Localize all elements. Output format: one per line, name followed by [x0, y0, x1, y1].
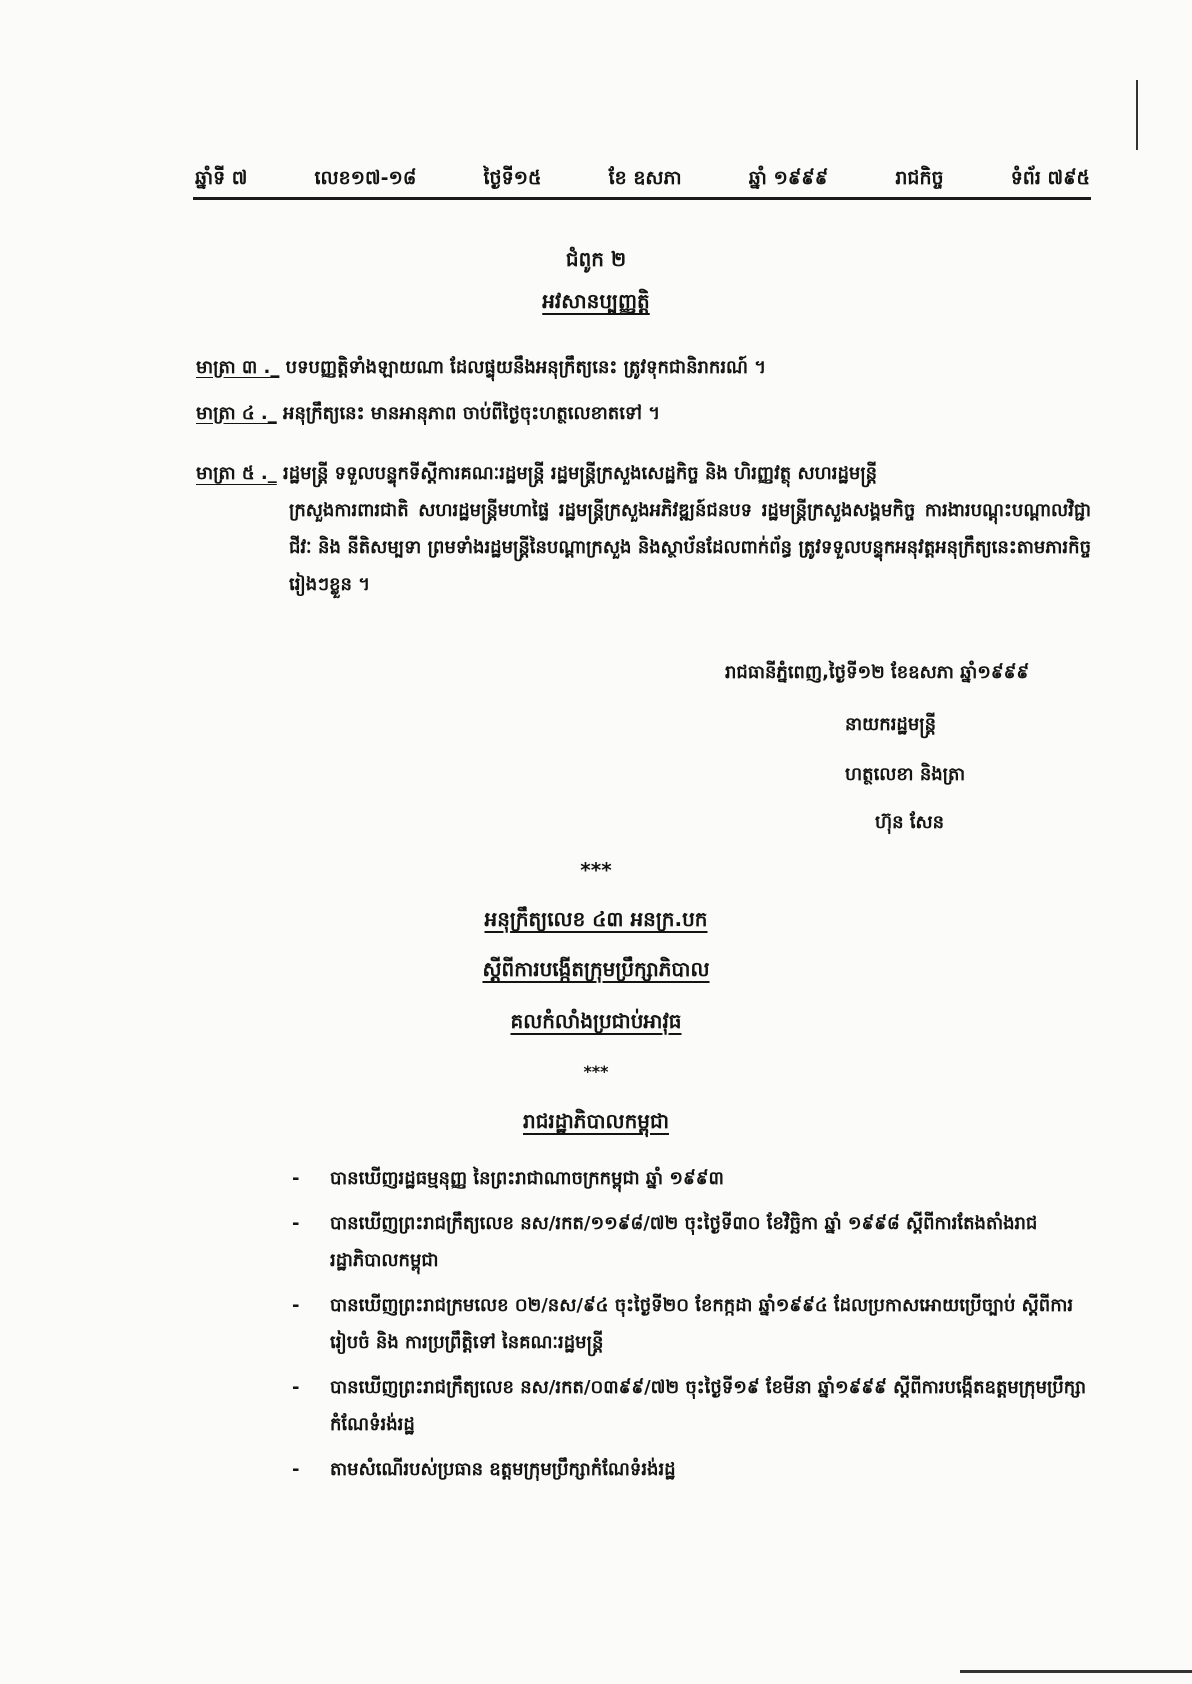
- article-5: [196, 455, 1091, 603]
- recital-item: [280, 1287, 1088, 1361]
- scan-edge-line: [1136, 80, 1138, 150]
- recital-text: បានឃើញព្រះរាជក្រមលេខ ០២/នស/៩៤ ចុះថ្ងៃទី២០ ខែកក្កដា ឆ្នាំ១៩៩៤ ដែលប្រកាសអោយប្រើច្បាប់ ស្តីពីការរៀបចំ និង ការប្រព្រឹត្តិទៅ នៃគណៈរដ្ឋមន្ត្រី: [330, 1295, 1074, 1353]
- decree-authority-text: រាជរដ្ឋាភិបាលកម្ពុជា: [523, 1109, 669, 1133]
- decree-subject: [0, 956, 1192, 986]
- recital-text: បានឃើញព្រះរាជក្រឹត្យលេខ នស/រកត/១១៩៨/៧២ ចុះថ្ងៃទី៣០ ខែវិច្ឆិកា ឆ្នាំ ១៩៩៨ ស្តីពីការតែងតាំងរាជរដ្ឋាភិបាលកម្ពុជា: [330, 1213, 1038, 1271]
- signature-place-date: រាជធានីភ្នំពេញ,ថ្ងៃទី១២ ខែឧសភា ឆ្នាំ១៩៩៩: [725, 662, 1030, 683]
- section-separator: ***: [580, 858, 612, 882]
- article-5-continuation: ក្រសួងការពារជាតិ សហរដ្ឋមន្ត្រីមហាផ្ទៃ រដ្ឋមន្ត្រីក្រសួងអភិវឌ្ឍន៍ជនបទ រដ្ឋមន្ត្រីក្រសួងសង្គមកិច្ច ការងារបណ្តុះបណ្តាលវិជ្ជាជីវៈ និង នីតិសម្បទា ព្រមទាំងរដ្ឋមន្ត្រីនៃបណ្តាក្រសួង និងស្ថាប័នដែលពាក់ព័ន្ធ ត្រូវទទួលបន្ទុកអនុវត្តអនុក្រឹត្យនេះតាមភារកិច្ចរៀងៗខ្លួន ។: [289, 500, 1091, 595]
- header-month: ខែ ឧសភា: [608, 167, 682, 189]
- recital-text: បានឃើញរដ្ឋធម្មនុញ្ញ នៃព្រះរាជាណាចក្រកម្ពុជា ឆ្នាំ ១៩៩៣: [330, 1168, 724, 1189]
- recital-item: [280, 1369, 1088, 1443]
- signature-signed-sealed: ហត្ថលេខា និងត្រា: [845, 764, 966, 785]
- decree-sub-subject-text: គលកំលាំងប្រជាប់អាវុធ: [510, 1009, 682, 1033]
- decree-number: [0, 906, 1192, 936]
- header-year-label: ឆ្នាំទី ៧: [195, 167, 248, 189]
- article-4: [196, 401, 1086, 428]
- chapter-heading: ជំពូក ២: [565, 247, 627, 271]
- article-5-first-line: [196, 455, 1091, 492]
- article-3: [196, 355, 1086, 382]
- chapter-title: [0, 288, 1192, 318]
- article-number: មាត្រា ៥ ._: [196, 463, 277, 484]
- header-page: ទំព័រ ៧៩៥: [1010, 167, 1090, 189]
- header-rule: [193, 197, 1091, 200]
- bullet-dash: -: [292, 1377, 300, 1398]
- recital-item: [280, 1160, 1088, 1197]
- header-day: ថ្ងៃទី១៥: [483, 167, 542, 189]
- scan-edge-line-bottom: [960, 1670, 1192, 1673]
- article-number: មាត្រា ៤ ._: [196, 403, 277, 424]
- header-year: ឆ្នាំ ១៩៩៩: [748, 167, 829, 189]
- recital-item: [280, 1205, 1088, 1279]
- recitals-list: [280, 1160, 1088, 1496]
- bullet-dash: -: [292, 1168, 300, 1189]
- bullet-dash: -: [292, 1295, 300, 1316]
- recital-text: តាមសំណើរបស់ប្រធាន ឧត្តមក្រុមប្រឹក្សាកំណែទំរង់រដ្ឋ: [330, 1459, 676, 1480]
- decree-authority: [0, 1108, 1192, 1138]
- chapter-title-text: អវសានប្បញ្ញត្តិ: [542, 289, 650, 313]
- decree-separator: ***: [583, 1062, 609, 1081]
- decree-number-text: អនុក្រឹត្យលេខ ៤៣ អនក្រ.បក: [484, 907, 708, 931]
- running-header: [195, 160, 1090, 194]
- decree-subject-text: ស្តីពីការបង្កើតក្រុមប្រឹក្សាភិបាល: [482, 957, 710, 981]
- bullet-dash: -: [292, 1213, 300, 1234]
- article-5-line1: រដ្ឋមន្ត្រី ទទួលបន្ទុកទីស្តីការគណៈរដ្ឋមន្ត្រី រដ្ឋមន្ត្រីក្រសួងសេដ្ឋកិច្ច និង ហិរញ្ញវត្ថុ សហរដ្ឋមន្ត្រី: [283, 463, 878, 484]
- decree-sub-subject: [0, 1008, 1192, 1038]
- article-text: អនុក្រឹត្យនេះ មានអានុភាព ចាប់ពីថ្ងៃចុះហត្ថលេខាតទៅ ។: [283, 403, 661, 424]
- article-number: មាត្រា ៣ ._: [196, 357, 280, 378]
- article-text: បទបញ្ញត្តិទាំងឡាយណា ដែលផ្ទុយនឹងអនុក្រឹត្យនេះ ត្រូវទុកជានិរាករណ៍ ។: [285, 357, 767, 378]
- recital-text: បានឃើញព្រះរាជក្រឹត្យលេខ នស/រកត/០៣៩៩/៧២ ចុះថ្ងៃទី១៩ ខែមីនា ឆ្នាំ១៩៩៩ ស្តីពីការបង្កើតឧត្តមក្រុមប្រឹក្សាកំណែទំរង់រដ្ឋ: [330, 1377, 1087, 1435]
- bullet-dash: -: [292, 1459, 300, 1480]
- header-issue: លេខ១៧-១៨: [314, 167, 417, 189]
- header-gazette: រាជកិច្ច: [895, 167, 944, 189]
- signature-title: នាយករដ្ឋមន្ត្រី: [845, 714, 937, 735]
- signatory-name: ហ៊ុន សែន: [875, 812, 945, 833]
- recital-item: [280, 1451, 1088, 1488]
